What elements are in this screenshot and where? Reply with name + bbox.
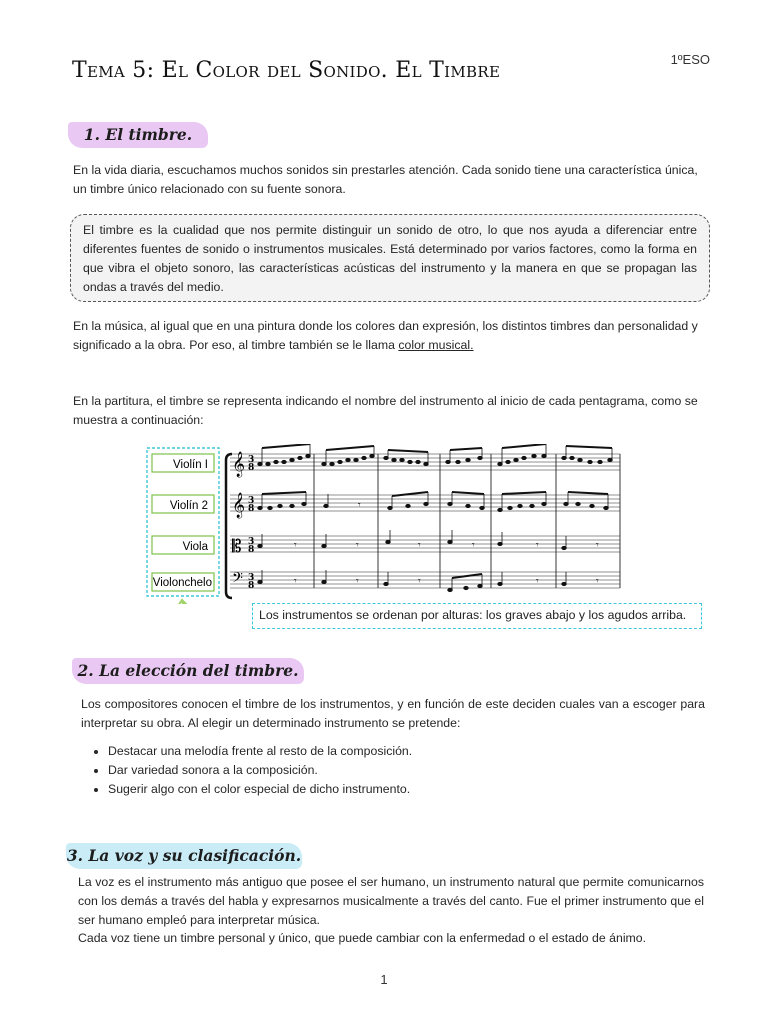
order-arrow	[182, 602, 252, 604]
score-caption: Los instrumentos se ordenan por alturas: los graves abajo y los agudos arriba.	[252, 603, 702, 629]
section-2-heading	[72, 658, 304, 684]
instrument-viola: Viola	[182, 541, 208, 553]
svg-text:𝄾: 𝄾	[358, 500, 361, 511]
svg-text:𝄾: 𝄾	[356, 576, 359, 587]
instrument-violin2: Violín 2	[169, 500, 208, 512]
svg-text:𝄾: 𝄾	[536, 540, 539, 551]
svg-text:𝄾: 𝄾	[472, 540, 475, 551]
definition-box	[70, 214, 710, 302]
page-number: 1	[380, 972, 388, 987]
definition-text: El timbre es la cualidad que nos permite distinguir un sonido de otro, lo que nos ayuda a diferenciar entre diferentes fuentes de sonido o instrumentos musicales. Está determinado por varios factores, como la forma en que vibra el objeto sonoro, las características acústicas del instrumento y la manera en que se propagan las ondas a través del medio.	[83, 223, 697, 294]
svg-text:𝄾: 𝄾	[536, 576, 539, 587]
bass-clef: 𝄢	[232, 570, 243, 590]
page-title: Tema 5: El Color del Sonido. El Timbre	[72, 58, 501, 83]
list-item: • Destacar una melodía frente al resto de la composición.	[108, 742, 688, 761]
voice-paragraph: La voz es el instrumento más antiguo que posee el ser humano, un instrumento natural que permite comunicarnos con los demás a través del habla y expresarnos musicalmente a través del canto. Fue el primer instrumento que el ser humano empleó para interpretar música.	[78, 875, 704, 927]
barlines	[314, 454, 620, 588]
svg-text:8: 8	[248, 463, 255, 473]
section-3-title: 3. La voz y su clasificación.	[66, 846, 302, 865]
instrument-violin1: Violín I	[173, 459, 208, 471]
score-illustration	[146, 444, 626, 604]
svg-text:𝄾: 𝄾	[356, 540, 359, 551]
painting-paragraph	[73, 317, 713, 355]
section-1-intro: En la vida diaria, escuchamos muchos sonidos sin prestarles atención. Cada sonido tiene una característica única, un timbre único relacionado con su fuente sonora.	[73, 163, 698, 196]
svg-text:8: 8	[248, 504, 255, 514]
svg-text:8: 8	[248, 545, 255, 555]
aims-list	[88, 742, 688, 799]
section-2-title: 2. La elección del timbre.	[77, 661, 299, 680]
svg-text:𝄾: 𝄾	[418, 576, 421, 587]
svg-text:𝄾: 𝄾	[596, 576, 599, 587]
grade-label: 1ºESO	[670, 52, 710, 67]
section-1-title: 1. El timbre.	[83, 125, 193, 144]
svg-text:8: 8	[248, 581, 255, 591]
time-signatures	[248, 455, 254, 591]
treble-clef-1: 𝄞	[232, 452, 246, 477]
section-1-heading	[68, 122, 208, 148]
instrument-cello: Violonchelo	[152, 577, 212, 589]
list-item: • Sugerir algo con el color especial de dicho instrumento.	[108, 780, 688, 799]
svg-text:3: 3	[248, 455, 255, 465]
svg-text:3: 3	[248, 537, 255, 547]
voice-timbre-paragraph: Cada voz tiene un timbre personal y único, que puede cambiar con la enfermedad o el estado de ánimo.	[78, 931, 647, 945]
svg-text:3: 3	[248, 573, 255, 583]
painting-text: En la música, al igual que en una pintura donde los colores dan expresión, los distintos timbres dan personalidad y significado a la obra. Por eso, al timbre también se le llama	[73, 319, 698, 352]
section-2-intro: Los compositores conocen el timbre de los instrumentos, y en función de este deciden cuales van a escoger para interpretar su obra. Al elegir un determinado instrumento se pretende:	[81, 697, 705, 730]
list-item: • Dar variedad sonora a la composición.	[108, 761, 688, 780]
staff-lines	[230, 454, 620, 588]
svg-text:3: 3	[248, 496, 255, 506]
alto-clef: 𝄡	[232, 537, 242, 557]
color-musical-term: color musical.	[398, 338, 474, 352]
treble-clef-2: 𝄞	[232, 493, 246, 518]
svg-text:𝄾: 𝄾	[596, 540, 599, 551]
svg-text:𝄾: 𝄾	[418, 540, 421, 551]
section-3-heading	[66, 843, 302, 869]
svg-text:𝄾: 𝄾	[294, 576, 297, 587]
score-intro: En la partitura, el timbre se representa indicando el nombre del instrumento al inicio de cada pentagrama, como se muestra a continuación:	[73, 394, 698, 427]
svg-text:𝄾: 𝄾	[294, 540, 297, 551]
